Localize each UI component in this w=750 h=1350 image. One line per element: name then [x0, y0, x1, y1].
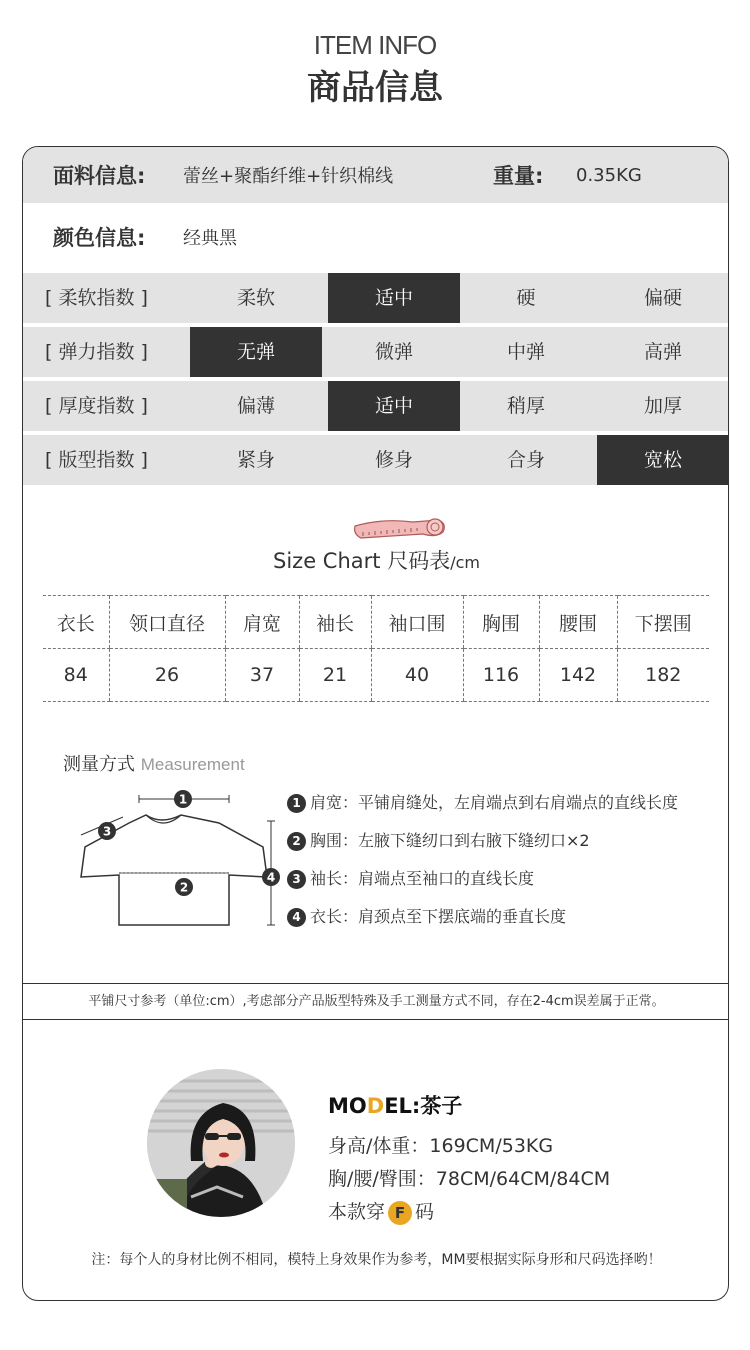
- fit-footnote: 注：每个人的身材比例不相同，模特上身效果作为参考，MM要根据实际身形和尺码选择哟！: [91, 1252, 662, 1268]
- index-label: [ 厚度指数 ]: [45, 395, 148, 417]
- size-header-cell: 胸围: [463, 596, 539, 649]
- header-title-en: ITEM INFO: [313, 30, 437, 60]
- note-number-icon: 1: [287, 794, 306, 813]
- fabric-label: 面料信息:: [53, 164, 146, 188]
- size-header-cell: 腰围: [539, 596, 617, 649]
- measurement-title: [63, 750, 245, 776]
- measurement-title-en: Measurement: [140, 755, 245, 774]
- measurement-note: [287, 790, 678, 828]
- index-label: [ 柔软指数 ]: [45, 287, 148, 309]
- diagram-marker-1: [174, 790, 192, 808]
- index-option: 偏硬: [643, 287, 682, 309]
- model-height-weight: 身高/体重：169CM/53KG: [328, 1135, 554, 1157]
- model-title: [328, 1090, 610, 1120]
- size-chart-title-en: Size Chart: [273, 549, 381, 573]
- model-measurements: 胸/腰/臀围：78CM/64CM/84CM: [328, 1168, 611, 1190]
- model-avatar: [147, 1069, 295, 1217]
- size-value-cell: 182: [617, 649, 709, 702]
- size-header-cell: 领口直径: [109, 596, 225, 649]
- color-label: 颜色信息:: [53, 226, 146, 250]
- index-option-selected: 适中: [328, 273, 460, 323]
- size-value-cell: 37: [225, 649, 299, 702]
- size-chart-title: [23, 545, 729, 575]
- size-header-cell: 袖口围: [371, 596, 463, 649]
- index-option-selected: 宽松: [597, 435, 729, 485]
- diagram-label-2: 2: [179, 880, 189, 895]
- index-option-selected: 适中: [328, 381, 460, 431]
- index-row: [23, 435, 729, 485]
- size-table: [43, 595, 709, 702]
- weight-label: 重量:: [493, 164, 544, 188]
- index-row: [23, 273, 729, 323]
- index-option: 偏薄: [236, 395, 275, 417]
- index-label: [ 弹力指数 ]: [45, 341, 148, 363]
- note-text: 袖长：肩端点至袖口的直线长度: [310, 869, 535, 888]
- measurement-note: [287, 904, 678, 942]
- note-number-icon: 3: [287, 870, 306, 889]
- wear-size-pre: 本款穿: [328, 1201, 386, 1223]
- index-row: [23, 381, 729, 431]
- header-title-cn: 商品信息: [307, 68, 443, 108]
- model-wear-size: [328, 1196, 610, 1229]
- size-chart-title-cn: 尺码表: [387, 549, 451, 573]
- diagram-label-3: 3: [102, 824, 112, 839]
- size-value-cell: 116: [463, 649, 539, 702]
- index-option: 中弹: [506, 341, 545, 363]
- index-option: 微弹: [374, 341, 413, 363]
- note-text: 胸围：左腋下缝纫口到右腋下缝纫口×2: [310, 831, 590, 850]
- diagram-marker-2: [175, 878, 193, 896]
- index-option: 柔软: [236, 287, 275, 309]
- index-option: 合身: [506, 449, 545, 471]
- size-header-cell: 肩宽: [225, 596, 299, 649]
- diagram-label-4: 4: [266, 870, 276, 885]
- size-value-cell: 26: [109, 649, 225, 702]
- index-label: [ 版型指数 ]: [45, 449, 148, 471]
- diagram-marker-4: [262, 868, 280, 886]
- diagram-label-1: 1: [178, 792, 188, 807]
- model-label-pre: MO: [328, 1094, 367, 1118]
- shirt-diagram: [51, 785, 281, 935]
- index-option: 紧身: [236, 449, 275, 471]
- color-row: [23, 209, 729, 265]
- model-label-post: EL:: [384, 1094, 421, 1118]
- diagram-marker-3: [98, 822, 116, 840]
- wear-size-post: 码: [415, 1201, 435, 1223]
- measurement-title-cn: 测量方式: [63, 754, 135, 775]
- index-row: [23, 327, 729, 377]
- size-header-cell: 衣长: [43, 596, 109, 649]
- size-value-cell: 142: [539, 649, 617, 702]
- model-info: [328, 1090, 610, 1229]
- note-text: 衣长：肩颈点至下摆底端的垂直长度: [310, 907, 567, 926]
- measurement-notes: [287, 790, 678, 942]
- index-option: 硬: [516, 287, 536, 309]
- index-option: 稍厚: [506, 395, 545, 417]
- note-number-icon: 2: [287, 832, 306, 851]
- info-card: [22, 146, 729, 1301]
- measuring-tape-icon: [353, 512, 449, 544]
- size-chart-unit: /cm: [450, 553, 480, 572]
- size-value-cell: 40: [371, 649, 463, 702]
- fabric-row: [23, 147, 729, 203]
- note-number-icon: 4: [287, 908, 306, 927]
- size-header-cell: 下摆围: [617, 596, 709, 649]
- size-value-row: [43, 649, 709, 702]
- measurement-note: [287, 828, 678, 866]
- model-name: 茶子: [420, 1094, 463, 1118]
- measurement-note: [287, 866, 678, 904]
- size-value-cell: 21: [299, 649, 371, 702]
- index-option: 高弹: [643, 341, 682, 363]
- model-label-accent: D: [366, 1094, 385, 1118]
- size-header-cell: 袖长: [299, 596, 371, 649]
- fabric-value: 蕾丝+聚酯纤维+针织棉线: [183, 166, 394, 187]
- color-value: 经典黑: [183, 228, 237, 249]
- size-value-cell: 84: [43, 649, 109, 702]
- size-badge: F: [388, 1201, 412, 1225]
- weight-value: 0.35KG: [576, 164, 642, 186]
- note-text: 肩宽：平铺肩缝处，左肩端点到右肩端点的直线长度: [310, 793, 679, 812]
- index-option: 加厚: [643, 395, 682, 417]
- index-option-selected: 无弹: [190, 327, 322, 377]
- size-header-row: [43, 596, 709, 649]
- measurement-disclaimer: 平铺尺寸参考（单位:cm）,考虑部分产品版型特殊及手工测量方式不同，存在2-4cm误差属于正常。: [23, 983, 729, 1020]
- index-option: 修身: [374, 449, 413, 471]
